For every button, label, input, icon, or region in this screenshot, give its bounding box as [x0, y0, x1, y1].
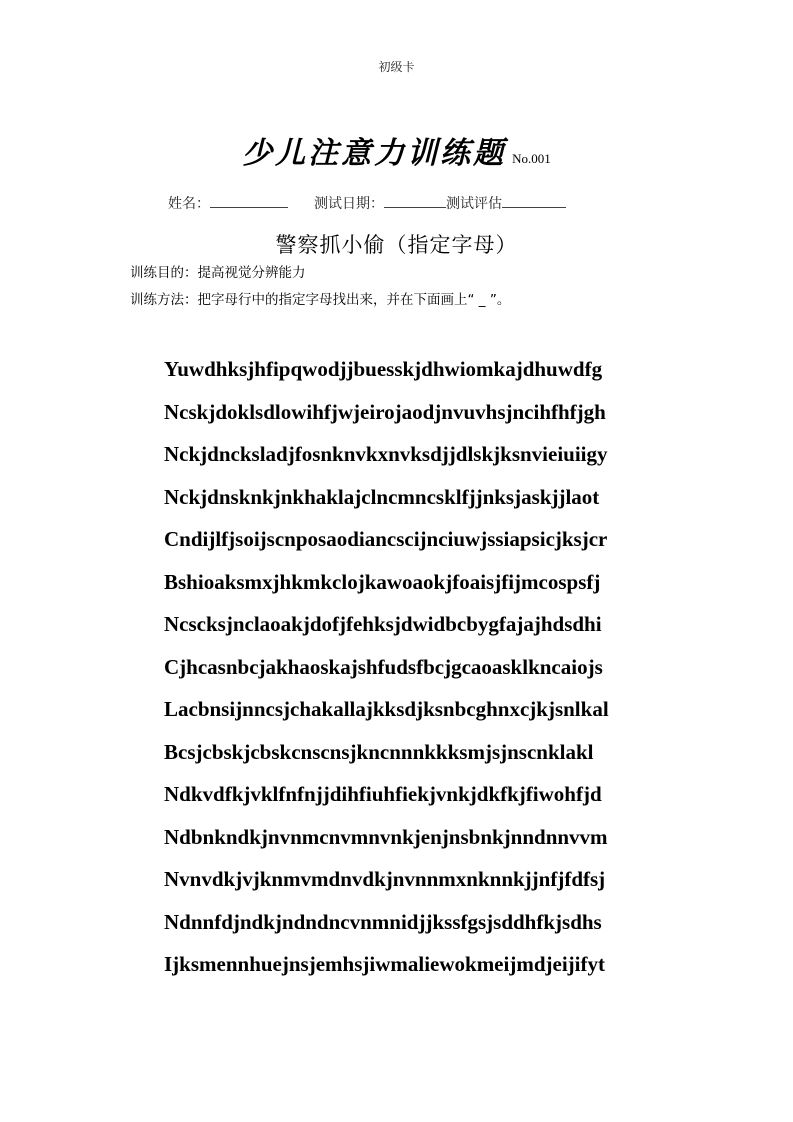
exercise-subtitle: 警察抓小偷（指定字母） [275, 233, 518, 257]
info-row [168, 192, 566, 213]
letter-row: Nvnvdkjvjknmvmdnvdkjnvnnmxnknnkjjnfjfdfsj [164, 867, 606, 891]
evaluation-label: 测试评估 [446, 196, 502, 212]
date-label: 测试日期： [314, 196, 384, 212]
card-level: 初级卡 [378, 60, 415, 74]
date-blank[interactable] [384, 192, 446, 208]
name-label: 姓名： [168, 196, 210, 212]
instructions [130, 260, 510, 314]
training-method: 训练方法：把字母行中的指定字母找出来，并在下面画上“ _ ”。 [130, 292, 511, 308]
letter-rows [164, 348, 609, 986]
name-blank[interactable] [210, 192, 288, 208]
letter-row: Ncskjdoklsdlowihfjwjeirojaodjnvuvhsjncihfhfjgh [164, 399, 606, 424]
worksheet-number: No.001 [512, 151, 551, 166]
letter-row: Nckjdnsknkjnkhaklajclncmncsklfjjnksjaskjjlaot [164, 484, 600, 509]
letter-row: Lacbnsijnncsjchakallajkksdjksnbcghnxcjkjsnlkal [164, 697, 609, 721]
letter-row: Cjhcasnbcjakhaoskajshfudsfbcjgcaoasklkncaiojs [164, 654, 603, 679]
letter-row: Bshioaksmxjhkmkclojkawoaokjfoaisjfijmcospsfj [164, 569, 601, 594]
evaluation-blank[interactable] [502, 192, 566, 208]
letter-row: Cndijlfjsoijscnposaodiancscijnciuwjssiapsicjksjcr [164, 527, 608, 551]
letter-row: Ndbnkndkjnvnmcnvmnvnkjenjnsbnkjnndnnvvm [164, 824, 608, 849]
training-purpose: 训练目的：提高视觉分辨能力 [130, 265, 306, 281]
letter-row: Ncscksjnclaoakjdofjfehksjdwidbcbygfajajhdsdhi [164, 612, 602, 636]
letter-row: Bcsjcbskjcbskcnscnsjkncnnnkkksmjsjnscnklakl [164, 739, 594, 764]
letter-row: Ijksmennhuejnsjemhsjiwmaliewokmeijmdjeijifyt [164, 952, 605, 976]
letter-row: Ndkvdfkjvklfnfnjjdihfiuhfiekjvnkjdkfkjfiwohfjd [164, 782, 602, 806]
letter-row: Ndnnfdjndkjndndncvnmnidjjkssfgsjsddhfkjsdhs [164, 909, 602, 934]
worksheet-title: 少儿注意力训练题 [242, 136, 507, 171]
letter-row: Nckjdncksladjfosnknvkxnvksdjjdlskjksnvieiuiigy [164, 442, 608, 466]
letter-row: Yuwdhksjhfipqwodjjbuesskjdhwiomkajdhuwdfg [164, 357, 603, 381]
title-row [0, 128, 793, 172]
